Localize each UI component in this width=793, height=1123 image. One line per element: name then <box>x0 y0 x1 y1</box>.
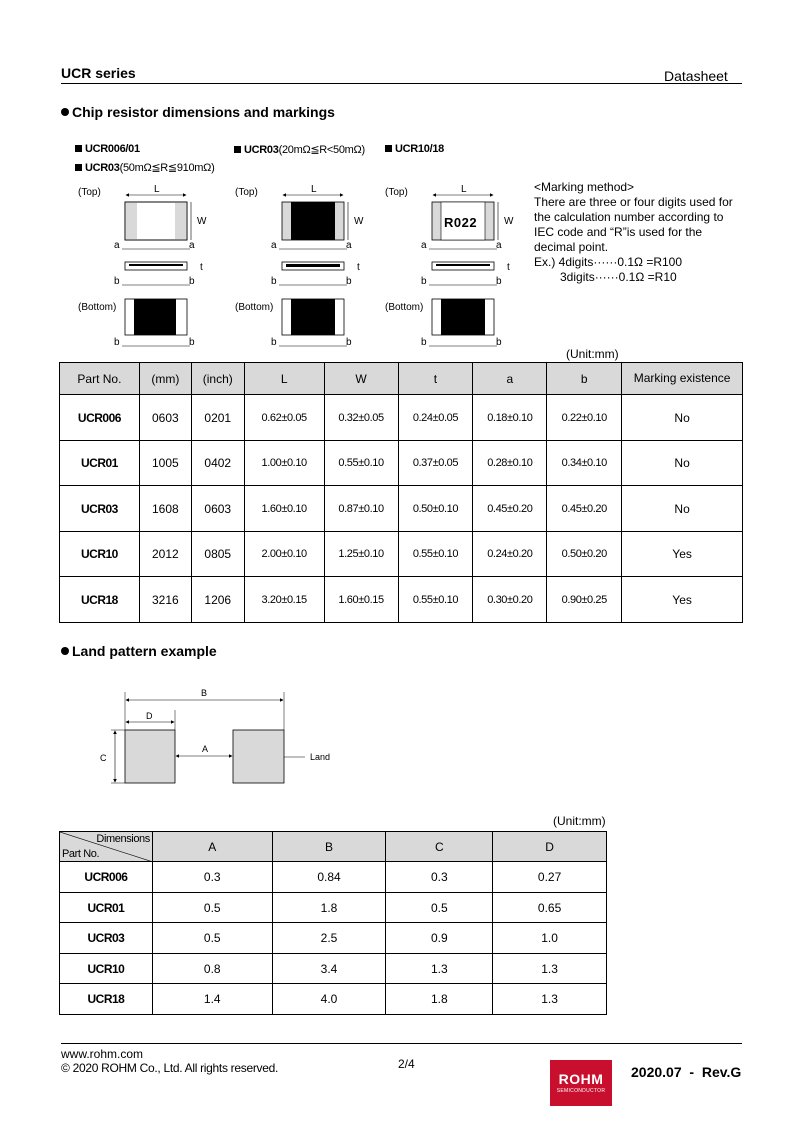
dim-b-label: b <box>496 337 502 348</box>
dim-a-label: a <box>421 240 427 251</box>
table-row: UCR18 1.4 4.0 1.8 1.3 <box>60 984 607 1015</box>
square-bullet-icon <box>234 146 241 153</box>
dim-a-label: a <box>271 240 277 251</box>
square-bullet-icon <box>385 145 392 152</box>
dim-w-label: W <box>504 216 514 227</box>
variant-label-3: UCR10/18 <box>385 143 444 155</box>
table1-unit: (Unit:mm) <box>566 347 619 361</box>
land-pad-right <box>233 730 284 783</box>
col-header: (mm) <box>139 363 191 395</box>
dim-w-label: W <box>354 216 364 227</box>
table-row: UCR006 0603 0201 0.62±0.05 0.32±0.05 0.24±0.05 0.18±0.10 0.22±0.10 No <box>60 395 743 441</box>
variant-label-2: UCR03(20mΩ≦R<50mΩ) <box>234 143 365 156</box>
bottom-view-label: (Bottom) <box>78 302 117 313</box>
dim-a-label: a <box>189 240 195 251</box>
table-row: UCR18 3216 1206 3.20±0.15 1.60±0.15 0.55±0.10 0.30±0.20 0.90±0.25 Yes <box>60 577 743 623</box>
col-header: C <box>386 832 493 862</box>
dim-b-label: b <box>189 276 195 287</box>
table-row: UCR01 1005 0402 1.00±0.10 0.55±0.10 0.37±0.05 0.28±0.10 0.34±0.10 No <box>60 441 743 486</box>
section-title-land-pattern: Land pattern example <box>61 643 217 659</box>
dimensions-table <box>59 362 743 623</box>
series-title: UCR series <box>61 65 136 81</box>
bottom-view-label: (Bottom) <box>385 302 424 313</box>
dim-b-label: b <box>346 337 352 348</box>
col-header: a <box>473 363 547 395</box>
table-row: UCR03 0.5 2.5 0.9 1.0 <box>60 923 607 954</box>
land-pad-left <box>125 730 175 783</box>
table-row: UCR10 2012 0805 2.00±0.10 1.25±0.10 0.55±0.10 0.24±0.20 0.50±0.20 Yes <box>60 532 743 577</box>
col-header: L <box>244 363 324 395</box>
table2-unit: (Unit:mm) <box>553 814 606 828</box>
dim-l-label: L <box>154 184 160 195</box>
revision: 2020.07 - Rev.G <box>631 1064 742 1080</box>
dim-b-label: b <box>189 337 195 348</box>
variant-label-1: UCR006/01 <box>75 143 140 155</box>
table2-header-row <box>60 832 607 862</box>
top-view-label: (Top) <box>385 187 408 198</box>
footer-divider <box>61 1043 742 1044</box>
col-header: A <box>152 832 272 862</box>
col-header: B <box>272 832 386 862</box>
corner-header: Dimensions Part No. <box>60 832 153 862</box>
dim-a-label: a <box>346 240 352 251</box>
section-title-dimensions: Chip resistor dimensions and markings <box>61 104 335 120</box>
dim-b-label: b <box>271 337 277 348</box>
dim-b-label: b <box>114 276 120 287</box>
col-header: Marking existence <box>622 363 743 395</box>
dim-l-label: L <box>461 184 467 195</box>
dim-a-label: A <box>202 744 209 754</box>
land-label: Land <box>310 752 331 762</box>
page-number: 2/4 <box>398 1057 415 1071</box>
dim-a-label: a <box>496 240 502 251</box>
bullet-icon <box>61 647 69 655</box>
header-divider <box>61 83 742 84</box>
table-row: UCR01 0.5 1.8 0.5 0.65 <box>60 893 607 923</box>
top-view-label: (Top) <box>235 187 258 198</box>
footer-copyright: © 2020 ROHM Co., Ltd. All rights reserved. <box>61 1061 279 1075</box>
top-view-label: (Top) <box>78 187 101 198</box>
bottom-view-label: (Bottom) <box>235 302 274 313</box>
dim-b-label: B <box>201 688 208 698</box>
dim-l-label: L <box>311 184 317 195</box>
square-bullet-icon <box>75 164 82 171</box>
dim-b-label: b <box>114 337 120 348</box>
table-row: UCR10 0.8 3.4 1.3 1.3 <box>60 954 607 984</box>
col-header: D <box>493 832 607 862</box>
rohm-logo: ROHM SEMICONDUCTOR <box>550 1060 612 1106</box>
marking-code: R022 <box>444 215 478 230</box>
doc-type: Datasheet <box>664 68 728 84</box>
dim-t-label: t <box>357 262 360 273</box>
dim-b-label: b <box>346 276 352 287</box>
dim-t-label: t <box>200 262 203 273</box>
dim-c-label: C <box>100 753 107 763</box>
footer-url[interactable]: www.rohm.com <box>61 1047 144 1061</box>
col-header: Part No. <box>60 363 140 395</box>
marking-method-note: <Marking method> There are three or four digits used for the calculation number according to IEC code and “R”is used for the decimal point. Ex.) 4digits······0.1Ω =R100 3digits······0.1Ω =R10 <box>534 180 733 284</box>
dim-a-label: a <box>114 240 120 251</box>
drawing-ucr03-low <box>235 184 364 348</box>
square-bullet-icon <box>75 145 82 152</box>
dim-b-label: b <box>421 337 427 348</box>
dim-b-label: b <box>271 276 277 287</box>
variant-label-4: UCR03(50mΩ≦R≦910mΩ) <box>75 161 214 174</box>
dim-b-label: b <box>496 276 502 287</box>
table1-header-row <box>60 363 743 395</box>
col-header: b <box>547 363 622 395</box>
land-pattern-table <box>59 831 607 1015</box>
dim-b-label: b <box>421 276 427 287</box>
drawing-ucr006-01 <box>78 184 207 348</box>
land-pattern-drawing <box>95 686 345 791</box>
bullet-icon <box>61 108 69 116</box>
dim-d-label: D <box>146 711 153 721</box>
drawing-ucr10-18 <box>385 184 514 348</box>
col-header: W <box>324 363 398 395</box>
table-row: UCR006 0.3 0.84 0.3 0.27 <box>60 862 607 893</box>
col-header: (inch) <box>191 363 244 395</box>
dim-w-label: W <box>197 216 207 227</box>
col-header: t <box>398 363 473 395</box>
chip-dimension-drawings <box>70 178 530 353</box>
dim-t-label: t <box>507 262 510 273</box>
table-row: UCR03 1608 0603 1.60±0.10 0.87±0.10 0.50±0.10 0.45±0.20 0.45±0.20 No <box>60 486 743 532</box>
